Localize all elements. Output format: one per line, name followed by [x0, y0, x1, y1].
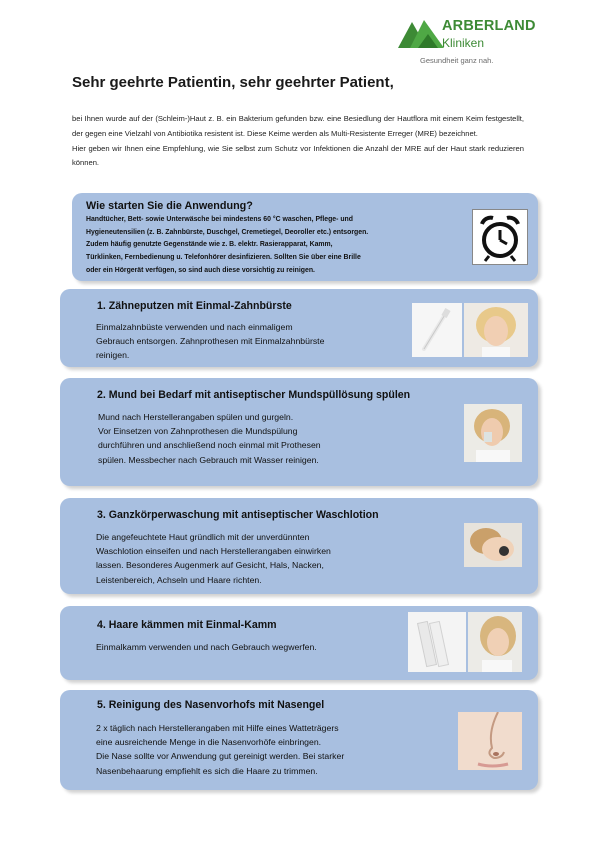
step-3-panel [60, 498, 538, 594]
step-1-heading: 1. Zähneputzen mit Einmal-Zahnbürste [97, 300, 292, 312]
step-1-body [96, 320, 416, 363]
step-3-line: Die angefeuchtete Haut gründlich mit der unverdünnten [96, 532, 310, 542]
intro-paragraph-1: bei Ihnen wurde auf der (Schleim-)Haut z. B. ein Bakterium gefunden bzw. eine Besiedlung der Hautflora mit einem Keim festgestellt, der gegen eine Vielzahl von Antibiotika resistent ist. Diese Keime werden als Multi-Resistente Erreger (MRE) bezeichnet. [72, 114, 524, 138]
mountain-logo-icon [398, 16, 446, 52]
step-1-panel [60, 289, 538, 367]
step-5-panel [60, 690, 538, 790]
start-line: Zudem häufig genutzte Gegenstände wie z. B. elektr. Rasierapparat, Kamm, [86, 241, 333, 249]
step-5-line: 2 x täglich nach Herstellerangaben mit Hilfe eines Watteträgers [96, 723, 339, 733]
toothbrush-photo [412, 303, 462, 357]
woman-brushing-teeth-photo [464, 303, 528, 357]
step-3-heading: 3. Ganzkörperwaschung mit antiseptischer Waschlotion [97, 509, 379, 521]
step-2-line: Vor Einsetzen von Zahnprothesen die Mundspülung [98, 426, 298, 437]
step-5-line: eine ausreichende Menge in die Nasenvorhöfe einbringen. [96, 737, 322, 748]
start-line: Handtücher, Bett- sowie Unterwäsche bei mindestens 60 °C waschen, Pflege- und [86, 216, 353, 223]
step-2-line: durchführen und anschließend noch einmal mit Prothesen [98, 440, 321, 451]
woman-rinsing-mouth-photo [464, 404, 522, 462]
step-3-line: Leistenbereich, Achseln und Haare richten. [96, 574, 262, 585]
brand-tagline: Gesundheit ganz nah. [420, 56, 494, 65]
start-body [86, 214, 456, 278]
page-title: Sehr geehrte Patientin, sehr geehrter Patient, [72, 74, 394, 91]
brand-subname: Kliniken [442, 36, 485, 50]
nose-closeup-photo [458, 712, 522, 770]
step-3-body [96, 530, 436, 587]
step-3-line: Waschlotion einseifen und nach Herstellerangaben einwirken [96, 546, 331, 557]
step-1-line: reinigen. [96, 350, 130, 361]
step-3-line: lassen. Besonderes Augenmerk auf Gesicht, Hals, Nacken, [96, 560, 324, 571]
step-5-line: Die Nase sollte vor Anwendung gut gereinigt werden. Bei starker [96, 751, 345, 762]
step-2-heading: 2. Mund bei Bedarf mit antiseptischer Mundspüllösung spülen [97, 389, 411, 401]
step-1-line: Einmalzahnbüste verwenden und nach einmaligem [96, 322, 293, 332]
step-2-body [98, 410, 438, 467]
step-5-body [96, 721, 436, 778]
start-line: Türklinken, Fernbedienung u. Telefonhörer desinfizieren. Sollten Sie über eine Brille [86, 254, 361, 262]
comb-photo [408, 612, 466, 672]
intro-paragraph-2: Hier geben wir Ihnen eine Empfehlung, wie Sie selbst zum Schutz vor Infektionen die Anzahl der MRE auf der Haut stark reduzieren können. [72, 143, 524, 168]
step-2-panel [60, 378, 538, 486]
step-4-line: Einmalkamm verwenden und nach Gebrauch wegwerfen. [96, 642, 317, 652]
step-1-line: Gebrauch entsorgen. Zahnprothesen mit Einmalzahnbürste [96, 336, 325, 347]
arberland-logo [398, 16, 588, 68]
step-4-body [96, 640, 416, 654]
step-5-heading: 5. Reinigung des Nasenvorhofs mit Nasengel [97, 699, 325, 711]
intro-text [72, 112, 524, 171]
alarm-clock-icon [472, 209, 528, 265]
woman-washing-photo [464, 523, 522, 567]
start-line: oder ein Hörgerät verfügen, so sind auch diese vorsichtig zu reinigen. [86, 266, 315, 274]
step-2-line: spülen. Messbecher nach Gebrauch mit Wasser reinigen. [98, 454, 319, 465]
step-4-panel [60, 606, 538, 680]
start-instructions-panel [72, 193, 538, 281]
step-4-heading: 4. Haare kämmen mit Einmal-Kamm [97, 619, 277, 631]
start-heading: Wie starten Sie die Anwendung? [86, 200, 253, 212]
woman-combing-hair-photo [468, 612, 522, 672]
step-5-line: Nasenbehaarung empfiehlt es sich die Haare zu trimmen. [96, 765, 318, 776]
step-2-line: Mund nach Herstellerangaben spülen und gurgeln. [98, 412, 294, 422]
brand-name: ARBERLAND [442, 18, 536, 34]
start-line: Hygieneutensilien (z. B. Zahnbürste, Duschgel, Cremetiegel, Deoroller etc.) entsorgen. [86, 228, 369, 236]
